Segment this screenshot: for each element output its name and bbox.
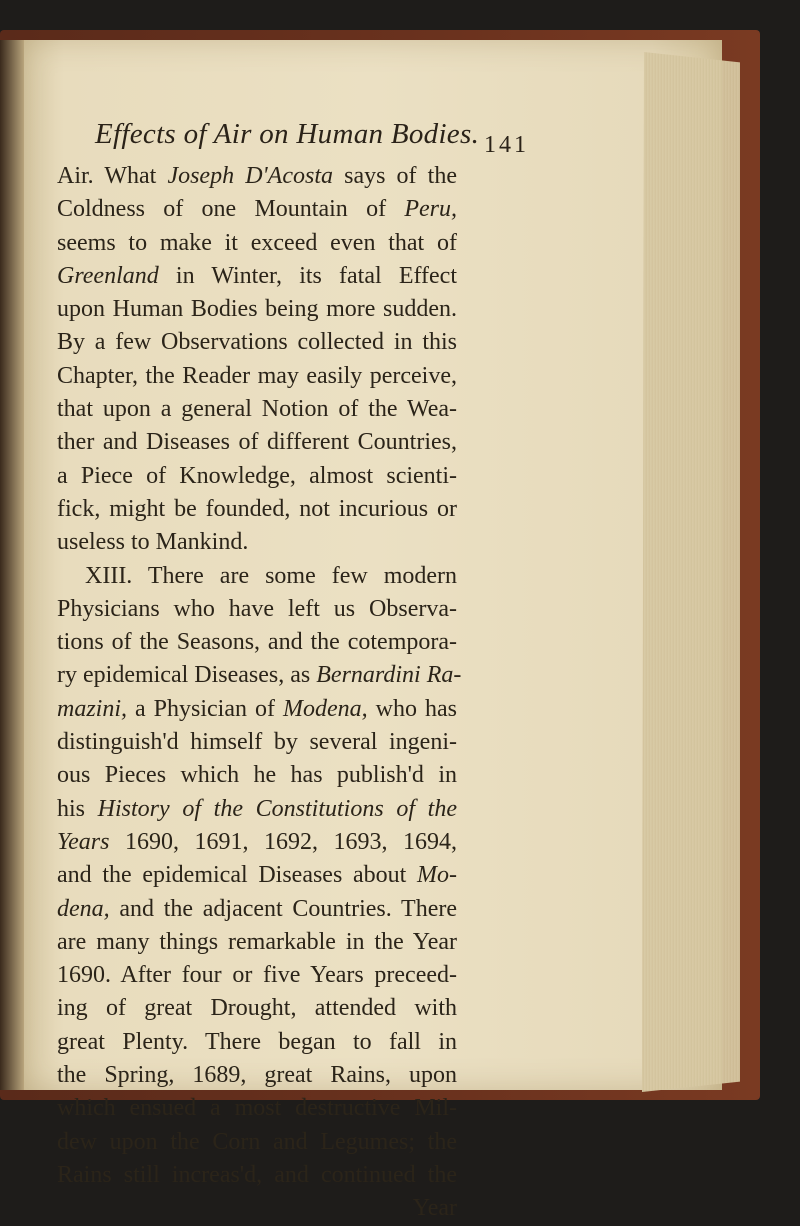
text-segment: seems to make it exceed even that of (57, 229, 457, 256)
text-line (57, 260, 457, 293)
text-segment: the Spring, 1689, great Rains, upon (57, 1062, 457, 1089)
body-text (57, 160, 462, 1226)
text-line (57, 726, 457, 759)
text-segment: dew upon the Corn and Legumes; the (57, 1128, 457, 1155)
text-line (57, 160, 457, 193)
text-segment: fick, might be founded, not incurious or (57, 495, 457, 522)
text-line (57, 859, 457, 892)
text-segment: By a few Observations collected in this (57, 329, 457, 356)
text-segment: ther and Diseases of different Countries, (57, 429, 457, 456)
text-segment: Air. What (57, 163, 168, 189)
text-segment: which ensued a most destructive Mil- (57, 1095, 457, 1122)
text-segment: and the epidemical Diseases about (57, 862, 418, 889)
text-line (57, 992, 457, 1025)
catchword: Year (412, 1195, 457, 1222)
text-segment: useless to Mankind. (57, 529, 249, 556)
text-line (57, 560, 457, 593)
running-head: Effects of Air on Human Bodies. (95, 118, 480, 150)
text-line (57, 193, 457, 226)
text-segment: and the adjacent Countries. There (109, 895, 457, 922)
text-line (57, 526, 457, 559)
text-line (57, 793, 457, 826)
text-line (57, 959, 457, 992)
text-line (57, 1159, 457, 1192)
text-line (57, 460, 457, 493)
text-segment: History of the Constitutions of the (97, 795, 457, 822)
text-segment: great Plenty. There began to fall in (57, 1028, 457, 1055)
text-segment: Years (57, 828, 110, 855)
text-segment: tions of the Seasons, and the cotempora- (57, 629, 457, 656)
text-segment: mazini, (57, 695, 128, 722)
text-segment: Greenland (57, 262, 159, 289)
page-number: 141 (484, 132, 529, 158)
text-segment: upon Human Bodies being more sudden. (57, 296, 457, 323)
text-line (57, 293, 457, 326)
text-segment: 1690. After four or five Years preceed- (57, 962, 457, 989)
text-line (57, 1026, 457, 1059)
text-segment: Joseph D'Acosta (167, 163, 333, 189)
text-segment: are many things remarkable in the Year (57, 928, 457, 955)
text-segment: XIII. There are some few modern (85, 562, 457, 589)
text-segment: distinguish'd himself by several ingeni- (57, 729, 457, 756)
text-segment: dena, (57, 895, 110, 922)
text-segment: Peru, (404, 196, 457, 223)
text-segment: says of the (332, 163, 457, 189)
text-segment: that upon a general Notion of the Wea- (57, 396, 457, 423)
text-line (57, 926, 457, 959)
page-edges (640, 52, 740, 1092)
text-segment: Modena, (283, 695, 368, 722)
text-line (57, 593, 457, 626)
text-segment: a Piece of Knowledge, almost scienti- (57, 462, 457, 489)
text-segment: ous Pieces which he has publish'd in (57, 762, 457, 789)
text-line (57, 1059, 457, 1092)
text-segment: ry epidemical Diseases, as (57, 662, 317, 689)
text-segment: his (57, 795, 98, 822)
text-segment: who has (367, 695, 457, 722)
text-segment: Bernardini Ra- (316, 662, 462, 689)
text-line (57, 227, 457, 260)
text-line (57, 626, 457, 659)
text-line (57, 360, 457, 393)
text-line (57, 826, 457, 859)
text-segment: ing of great Drought, attended with (57, 995, 457, 1022)
text-line (57, 659, 462, 692)
text-line (57, 393, 457, 426)
text-line (57, 426, 457, 459)
text-segment: Mo- (417, 862, 457, 889)
text-segment: Rains still increas'd, and continued the (57, 1161, 457, 1188)
text-line (57, 493, 457, 526)
text-line (57, 893, 457, 926)
text-segment: a Physician of (127, 695, 283, 722)
text-segment: Coldness of one Mountain of (57, 196, 405, 223)
text-line (57, 1092, 457, 1125)
text-segment: Physicians who have left us Observa- (57, 595, 457, 622)
text-segment: Chapter, the Reader may easily perceive, (57, 362, 457, 389)
text-segment: in Winter, its fatal Effect (158, 262, 457, 289)
text-line (57, 693, 457, 726)
text-line (57, 759, 457, 792)
text-line (57, 1126, 457, 1159)
text-segment: 1690, 1691, 1692, 1693, 1694, (109, 828, 457, 855)
text-line (57, 326, 457, 359)
page-gutter (0, 40, 24, 1090)
